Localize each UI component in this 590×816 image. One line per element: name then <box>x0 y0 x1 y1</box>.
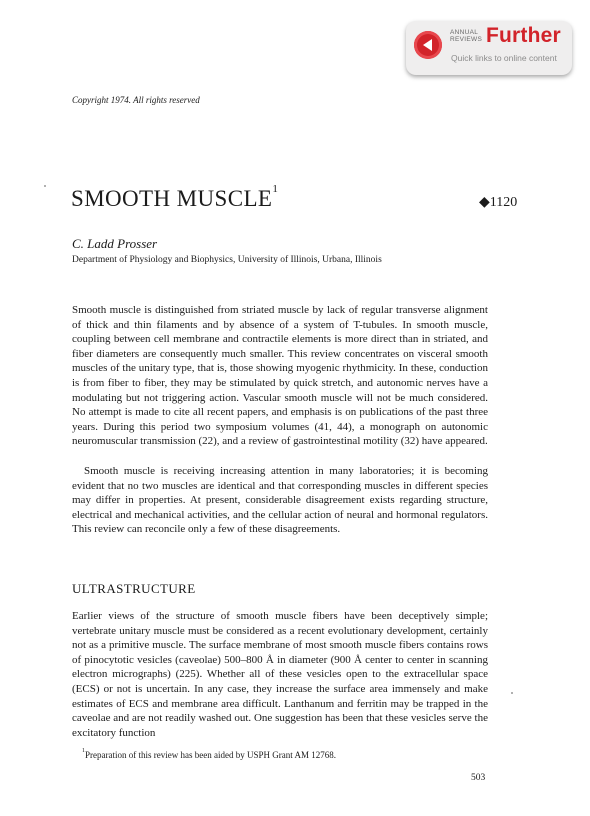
brand-top: ANNUAL <box>450 29 479 36</box>
article-code: ◆1120 <box>479 195 518 210</box>
further-word: Further <box>486 24 561 47</box>
footnote <box>82 750 336 760</box>
article-title <box>71 183 279 212</box>
author-affiliation: Department of Physiology and Biophysics, University of Illinois, Urbana, Illinois <box>72 255 382 265</box>
copyright-notice: Copyright 1974. All rights reserved <box>72 95 200 105</box>
author-name: C. Ladd Prosser <box>72 236 158 251</box>
body-paragraph: Smooth muscle is distinguished from striated muscle by lack of regular transverse alignment of thick and thin filaments and by absence of a system of T-tubules. In smooth muscle, coupling between cell membrane and contractile elements is more direct than in striated, and fiber diameters are consequently much smaller. This review concentrates on visceral smooth muscles of the unitary type, that is, those showing myogenic rhythmicity. In these, conduction is from fiber to fiber, they may be stimulated by quick stretch, and autonomic nerves have a modulating but not triggering action. Vascular smooth muscle will not be much considered. No attempt is made to cite all recent papers, and emphasis is on publications of the past three years. During this period two symposium volumes (41, 44), a monograph on autonomic neuromuscular transmission (22), and a review of gastrointestinal motility (32) have appeared. <box>72 304 488 448</box>
body-paragraph: Smooth muscle is receiving increasing attention in many laboratories; it is becoming evident that no two muscles are identical and that corresponding muscles in different species may differ in properties. At present, considerable disagreement exists regarding structure, electrical and mechanical activities, and the cellular action of neural and hormonal regulators. This review can reconcile only a few of these disagreements. <box>72 465 488 536</box>
title-footnote-mark: 1 <box>272 183 279 195</box>
further-links-badge[interactable] <box>406 21 572 75</box>
brand-bottom: REVIEWS <box>450 36 483 43</box>
title-text: SMOOTH MUSCLE <box>71 186 273 211</box>
scan-speck <box>511 692 513 694</box>
section-heading: ULTRASTRUCTURE <box>72 581 196 596</box>
scan-speck <box>44 185 46 187</box>
footnote-text: Preparation of this review has been aided by USPH Grant AM 12768. <box>85 750 336 760</box>
body-paragraph: Earlier views of the structure of smooth muscle fibers have been deceptively simple; vertebrate unitary muscle must be considered as a recent evolutionary development, certainly not as a primitive muscle. The surface membrane of most smooth muscle fibers contains rows of pinocytotic vesicles (caveolae) 500–800 Å in diameter (900 Å center to center in scanning electron micrographs) (225). Whether all of these vesicles open to the extracellular space (ECS) or not is uncertain. In any case, they increase the surface area immensely and make estimates of ECS and membrane area difficult. Lanthanum and ferritin may be trapped in the caveolae and are not readily washed out. One suggestion has been that these vesicles serve the excitatory function <box>72 610 488 739</box>
page-number: 503 <box>471 773 486 783</box>
play-arrow-icon <box>414 31 442 59</box>
further-subtitle: Quick links to online content <box>451 53 557 63</box>
footnote-mark: 1 <box>82 748 85 754</box>
annual-reviews-brand <box>450 29 482 43</box>
